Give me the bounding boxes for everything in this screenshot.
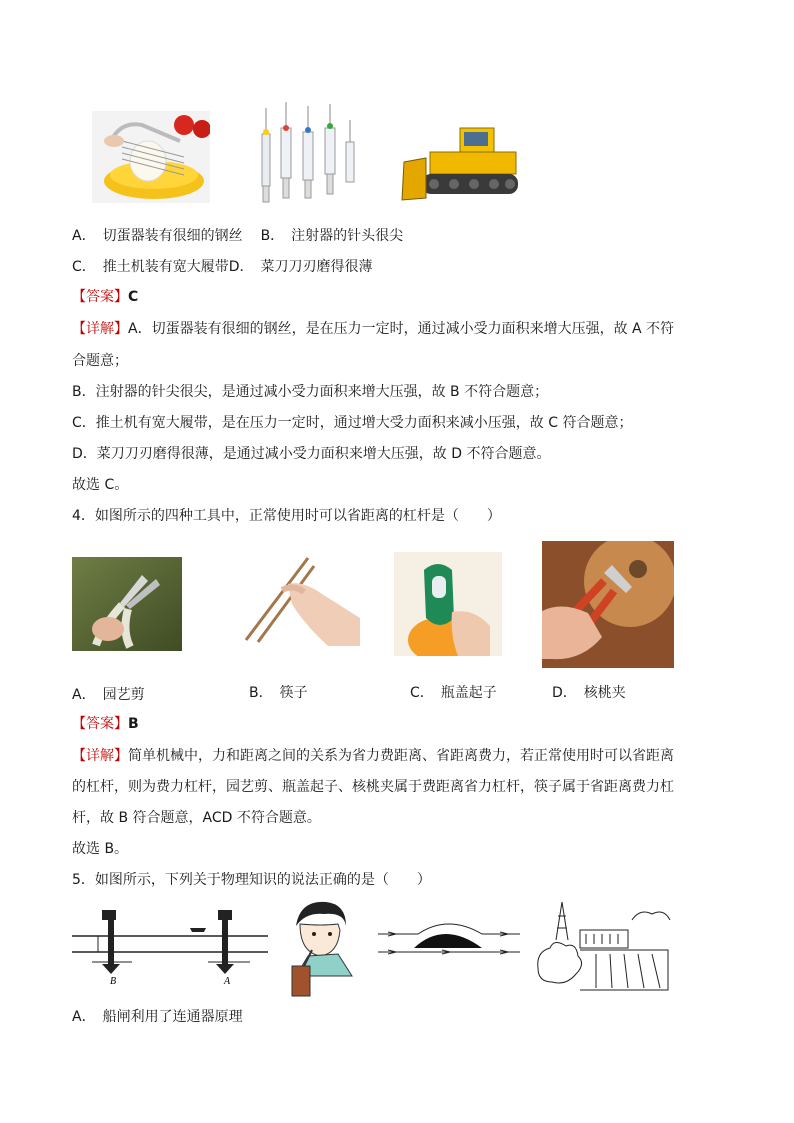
- q5-option-a[interactable]: A． 船闸利用了连通器原理: [72, 1009, 243, 1025]
- q4-option-c[interactable]: C． 瓶盖起子: [410, 685, 497, 701]
- q4-answer-value: B: [128, 716, 139, 732]
- q3-detail-line-1b: 合题意；: [72, 353, 128, 369]
- q4-detail-text-1: 简单机械中，力和距离之间的关系为省力费距离、省距离费力，若正常使用时可以省距离: [128, 748, 674, 764]
- label-a: A: [224, 976, 231, 986]
- q4-detail-line-2: 的杠杆，则为费力杠杆，园艺剪、瓶盖起子、核桃夹属于费距离省力杠杆，筷子属于省距离费力杠: [72, 779, 674, 795]
- q3-option-d[interactable]: D． 菜刀刀刃磨得很薄: [228, 259, 373, 275]
- egg-slicer-image: [92, 111, 210, 203]
- q3-detail-line-3: C．推土机有宽大履带，是在压力一定时，通过增大受力面积来减小压强，故 C 符合题意；: [72, 415, 633, 431]
- q3-detail-line-2: B．注射器的针尖很尖，是通过减小受力面积来增大压强，故 B 不符合题意；: [72, 384, 549, 400]
- bottle-opener-image: [394, 552, 502, 656]
- q3-detail-tag: 【详解】: [72, 321, 128, 337]
- q3-options-row-1: [72, 226, 403, 246]
- label-b: B: [110, 976, 117, 986]
- q4-detail-line-1: [72, 746, 674, 766]
- q3-options-row-2: [72, 257, 373, 277]
- q4-answer-tag: 【答案】: [72, 716, 128, 732]
- q5-question: 5．如图所示，下列关于物理知识的说法正确的是（ ）: [72, 872, 431, 888]
- q4-option-b[interactable]: B． 筷子: [249, 685, 308, 701]
- nutcracker-image: [542, 541, 674, 668]
- q3-detail-text-1: A．切蛋器装有很细的钢丝，是在压力一定时，通过减小受力面积来增大压强，故 A 不符: [128, 321, 675, 337]
- q3-answer-value: C: [128, 289, 139, 305]
- q3-option-a[interactable]: A． 切蛋器装有很细的钢丝: [72, 228, 243, 244]
- q3-answer-tag: 【答案】: [72, 289, 128, 305]
- bulldozer-image: [400, 122, 524, 204]
- q4-option-d[interactable]: D． 核桃夹: [552, 685, 626, 701]
- q3-detail-line-1: [72, 319, 674, 339]
- hydropower-dam-image: [536, 898, 672, 992]
- q4-conclusion: 故选 B。: [72, 841, 129, 857]
- q4-option-a[interactable]: A． 园艺剪: [72, 687, 145, 703]
- q3-detail-line-4: D．菜刀刀刃磨得很薄，是通过减小受力面积来增大压强，故 D 不符合题意。: [72, 446, 551, 462]
- q4-detail-line-3: 杆，故 B 符合题意，ACD 不符合题意。: [72, 810, 321, 826]
- q4-answer: [72, 714, 139, 734]
- garden-shears-image: [72, 557, 182, 651]
- q3-option-b[interactable]: B． 注射器的针头很尖: [260, 228, 404, 244]
- q4-detail-tag: 【详解】: [72, 748, 128, 764]
- airfoil-airflow-diagram: [378, 912, 520, 972]
- q4-question: 4．如图所示的四种工具中，正常使用时可以省距离的杠杆是（ ）: [72, 508, 501, 524]
- q3-answer: [72, 287, 138, 307]
- syringes-image: [256, 100, 360, 208]
- q3-option-c[interactable]: C． 推土机装有宽大履带: [72, 259, 229, 275]
- ship-lock-diagram: [72, 904, 268, 986]
- chopsticks-image: [242, 554, 362, 646]
- boy-drinking-image: [286, 896, 356, 1000]
- q3-conclusion: 故选 C。: [72, 477, 129, 493]
